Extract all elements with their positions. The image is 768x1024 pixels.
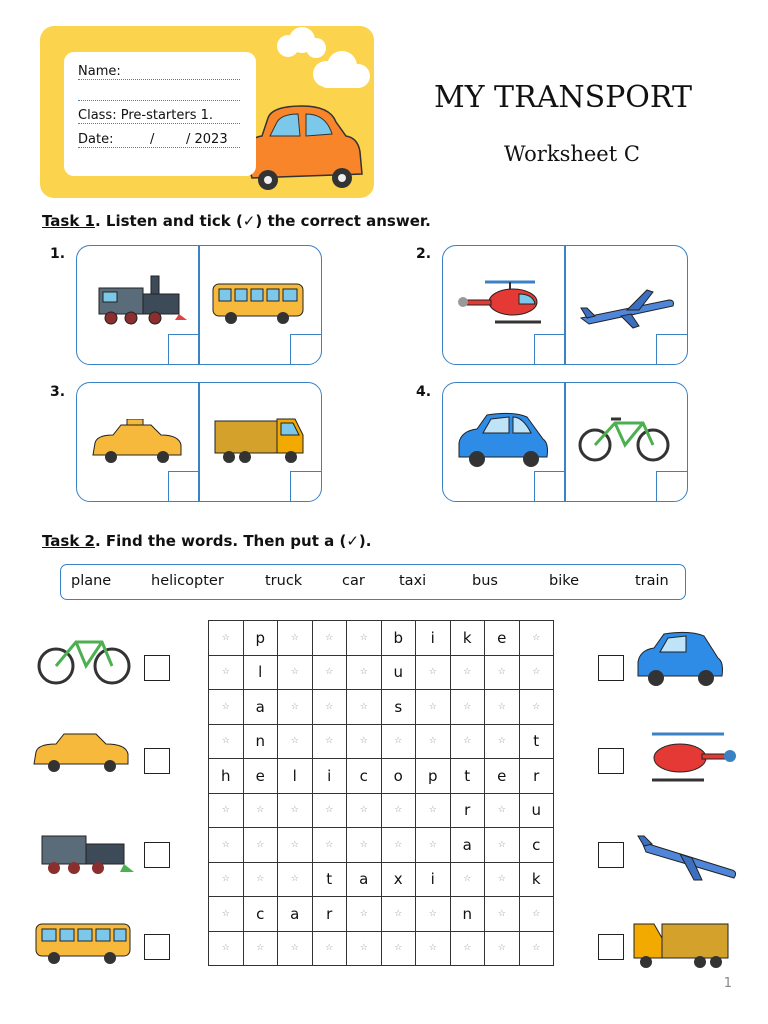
grid-row <box>209 931 554 966</box>
grid-cell[interactable]: ☆ <box>485 828 520 863</box>
grid-cell[interactable]: ☆ <box>312 621 347 656</box>
grid-cell[interactable]: ☆ <box>450 690 485 725</box>
grid-cell[interactable]: ☆ <box>209 690 244 725</box>
truck-icon <box>632 918 732 968</box>
grid-cell[interactable]: ☆ <box>312 655 347 690</box>
grid-cell[interactable]: ☆ <box>278 724 313 759</box>
grid-cell[interactable]: ☆ <box>278 862 313 897</box>
bank-word: plane <box>71 573 112 589</box>
grid-cell[interactable]: x <box>381 862 416 897</box>
train-icon <box>91 272 187 328</box>
word-bank <box>60 564 686 600</box>
grid-cell[interactable]: ☆ <box>416 690 451 725</box>
grid-cell[interactable]: ☆ <box>243 828 278 863</box>
grid-cell[interactable]: ☆ <box>347 828 382 863</box>
grid-cell[interactable]: ☆ <box>347 690 382 725</box>
grid-cell[interactable]: ☆ <box>416 793 451 828</box>
grid-cell[interactable]: ☆ <box>209 655 244 690</box>
grid-cell[interactable]: r <box>312 897 347 932</box>
name-field-line2[interactable] <box>78 86 240 101</box>
grid-row <box>209 759 554 794</box>
checkbox-truck[interactable] <box>598 934 624 960</box>
truck-icon <box>213 413 307 467</box>
plane-icon <box>636 834 742 886</box>
car-illustration <box>246 106 362 190</box>
grid-cell[interactable]: l <box>278 759 313 794</box>
grid-cell[interactable]: ☆ <box>312 793 347 828</box>
grid-cell[interactable]: ☆ <box>278 655 313 690</box>
grid-row <box>209 655 554 690</box>
grid-row <box>209 897 554 932</box>
grid-cell[interactable]: ☆ <box>381 793 416 828</box>
tick-box[interactable] <box>168 471 199 502</box>
grid-cell[interactable]: ☆ <box>519 655 554 690</box>
grid-cell[interactable]: n <box>450 897 485 932</box>
grid-cell[interactable]: p <box>243 621 278 656</box>
grid-cell[interactable]: ☆ <box>209 793 244 828</box>
grid-cell[interactable]: ☆ <box>485 931 520 966</box>
grid-cell[interactable]: ☆ <box>485 897 520 932</box>
grid-cell[interactable]: ☆ <box>416 655 451 690</box>
grid-cell[interactable]: ☆ <box>209 862 244 897</box>
grid-cell[interactable]: ☆ <box>519 621 554 656</box>
grid-cell[interactable]: l <box>243 655 278 690</box>
grid-cell[interactable]: ☆ <box>278 931 313 966</box>
grid-cell[interactable]: b <box>381 621 416 656</box>
grid-cell[interactable]: r <box>519 759 554 794</box>
task2-heading: Task 2. Find the words. Then put a (✓). <box>42 532 372 550</box>
taxi-icon <box>89 419 185 463</box>
tick-box[interactable] <box>656 334 687 365</box>
question-number: 4. <box>416 384 432 400</box>
grid-cell[interactable]: ☆ <box>347 655 382 690</box>
grid-cell[interactable]: ☆ <box>209 931 244 966</box>
tick-box[interactable] <box>534 471 565 502</box>
grid-cell[interactable]: ☆ <box>312 828 347 863</box>
tick-box[interactable] <box>290 334 321 365</box>
grid-cell[interactable]: ☆ <box>209 897 244 932</box>
grid-cell[interactable]: ☆ <box>312 724 347 759</box>
word-search-grid <box>208 620 554 966</box>
bank-word: car <box>342 573 365 589</box>
grid-cell[interactable]: a <box>347 862 382 897</box>
grid-cell[interactable]: a <box>450 828 485 863</box>
checkbox-taxi[interactable] <box>144 748 170 774</box>
grid-cell[interactable]: ☆ <box>450 724 485 759</box>
plane-icon <box>577 288 677 332</box>
grid-cell[interactable]: ☆ <box>381 897 416 932</box>
class-field: Class: Pre-starters 1. <box>78 108 240 124</box>
grid-cell[interactable]: ☆ <box>485 793 520 828</box>
question-3-box <box>76 382 322 502</box>
grid-cell[interactable]: ☆ <box>209 621 244 656</box>
page-subtitle: Worksheet C <box>504 142 640 166</box>
grid-cell[interactable]: a <box>278 897 313 932</box>
grid-cell[interactable]: ☆ <box>278 828 313 863</box>
helicopter-icon <box>632 728 736 790</box>
grid-cell[interactable]: e <box>243 759 278 794</box>
checkbox-train[interactable] <box>144 842 170 868</box>
grid-cell[interactable]: ☆ <box>485 724 520 759</box>
car-icon <box>632 626 726 688</box>
bank-word: helicopter <box>151 573 224 589</box>
grid-cell[interactable]: ☆ <box>278 621 313 656</box>
grid-cell[interactable]: ☆ <box>381 724 416 759</box>
grid-cell[interactable]: ☆ <box>450 655 485 690</box>
grid-cell[interactable]: ☆ <box>347 724 382 759</box>
grid-cell[interactable]: a <box>243 690 278 725</box>
checkbox-bike[interactable] <box>144 655 170 681</box>
question-1-box <box>76 245 322 365</box>
grid-cell[interactable]: ☆ <box>243 931 278 966</box>
grid-cell[interactable]: c <box>347 759 382 794</box>
bus-icon <box>211 280 307 326</box>
grid-cell[interactable]: t <box>519 724 554 759</box>
grid-row <box>209 690 554 725</box>
bank-word: taxi <box>399 573 427 589</box>
page-title: MY TRANSPORT <box>434 80 692 115</box>
checkbox-plane[interactable] <box>598 842 624 868</box>
grid-cell[interactable]: ☆ <box>485 655 520 690</box>
grid-cell[interactable]: ☆ <box>485 690 520 725</box>
car-icon <box>453 409 553 469</box>
checkbox-helicopter[interactable] <box>598 748 624 774</box>
grid-cell[interactable]: ☆ <box>381 828 416 863</box>
grid-cell[interactable]: k <box>450 621 485 656</box>
bike-icon <box>577 411 671 465</box>
bike-icon <box>34 628 134 688</box>
bank-word: bus <box>472 573 498 589</box>
grid-cell[interactable]: ☆ <box>243 793 278 828</box>
grid-cell[interactable]: s <box>381 690 416 725</box>
checkbox-bus[interactable] <box>144 934 170 960</box>
tick-box[interactable] <box>656 471 687 502</box>
grid-cell[interactable]: k <box>519 862 554 897</box>
grid-cell[interactable]: n <box>243 724 278 759</box>
question-4-box <box>442 382 688 502</box>
grid-cell[interactable]: i <box>416 862 451 897</box>
grid-cell[interactable]: ☆ <box>416 724 451 759</box>
grid-cell[interactable]: ☆ <box>519 931 554 966</box>
grid-cell[interactable]: e <box>485 759 520 794</box>
task1-heading: Task 1. Listen and tick (✓) the correct answer. <box>42 212 431 230</box>
grid-cell[interactable]: ☆ <box>278 793 313 828</box>
question-2-box <box>442 245 688 365</box>
grid-cell[interactable]: ☆ <box>312 690 347 725</box>
grid-cell[interactable]: ☆ <box>209 724 244 759</box>
bank-word: truck <box>265 573 303 589</box>
grid-cell[interactable]: i <box>312 759 347 794</box>
grid-row <box>209 862 554 897</box>
info-panel <box>64 52 256 176</box>
grid-cell[interactable]: c <box>519 828 554 863</box>
grid-cell[interactable]: ☆ <box>209 828 244 863</box>
grid-cell[interactable]: u <box>381 655 416 690</box>
grid-cell[interactable]: r <box>450 793 485 828</box>
grid-cell[interactable]: ☆ <box>416 828 451 863</box>
train-icon <box>36 822 136 876</box>
helicopter-icon <box>455 276 555 332</box>
grid-cell[interactable]: ☆ <box>416 897 451 932</box>
bank-word: bike <box>549 573 580 589</box>
bus-icon <box>34 920 134 966</box>
tick-box[interactable] <box>290 471 321 502</box>
bank-word: train <box>635 573 669 589</box>
grid-cell[interactable]: i <box>416 621 451 656</box>
grid-cell[interactable]: ☆ <box>243 862 278 897</box>
grid-cell[interactable]: p <box>416 759 451 794</box>
grid-cell[interactable]: c <box>243 897 278 932</box>
grid-row <box>209 621 554 656</box>
tick-box[interactable] <box>168 334 199 365</box>
grid-cell[interactable]: t <box>312 862 347 897</box>
grid-cell[interactable]: ☆ <box>519 690 554 725</box>
grid-cell[interactable]: ☆ <box>347 931 382 966</box>
grid-cell[interactable]: ☆ <box>381 931 416 966</box>
grid-cell[interactable]: t <box>450 759 485 794</box>
grid-cell[interactable]: ☆ <box>278 690 313 725</box>
page-number: 1 <box>723 976 732 991</box>
name-field[interactable]: Name: <box>78 64 240 80</box>
grid-cell[interactable]: o <box>381 759 416 794</box>
date-field[interactable]: Date: / / 2023 <box>78 132 240 148</box>
taxi-icon <box>30 728 134 774</box>
grid-cell[interactable]: ☆ <box>347 897 382 932</box>
question-number: 3. <box>50 384 66 400</box>
grid-cell[interactable]: h <box>209 759 244 794</box>
grid-row <box>209 793 554 828</box>
grid-cell[interactable]: ☆ <box>312 931 347 966</box>
grid-cell[interactable]: ☆ <box>347 793 382 828</box>
grid-row <box>209 724 554 759</box>
grid-row <box>209 828 554 863</box>
grid-cell[interactable]: ☆ <box>450 931 485 966</box>
grid-cell[interactable]: ☆ <box>450 862 485 897</box>
grid-cell[interactable]: ☆ <box>347 621 382 656</box>
tick-box[interactable] <box>534 334 565 365</box>
grid-cell[interactable]: e <box>485 621 520 656</box>
checkbox-car[interactable] <box>598 655 624 681</box>
question-number: 2. <box>416 246 432 262</box>
grid-cell[interactable]: ☆ <box>519 897 554 932</box>
grid-cell[interactable]: ☆ <box>416 931 451 966</box>
grid-cell[interactable]: ☆ <box>485 862 520 897</box>
grid-cell[interactable]: u <box>519 793 554 828</box>
question-number: 1. <box>50 246 66 262</box>
